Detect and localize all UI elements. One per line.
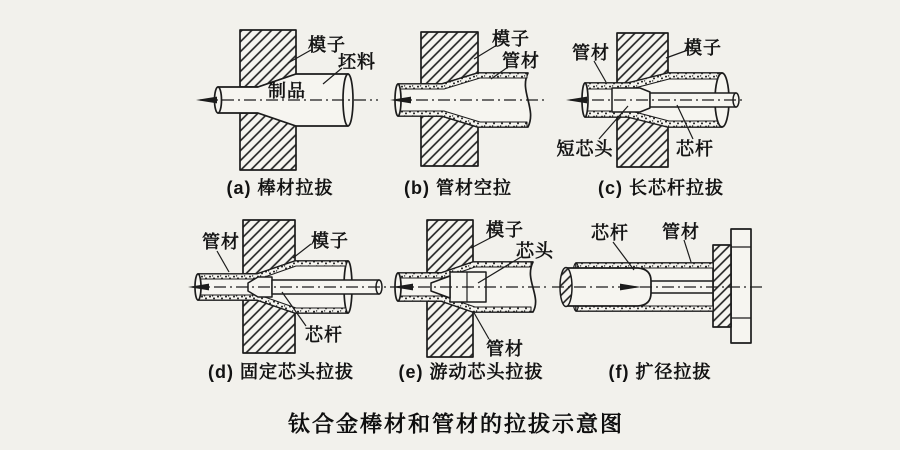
label-billet-a: 坯料 [338, 52, 376, 72]
subfigure-c-caption: (c) 长芯杆拉拔 [598, 178, 724, 198]
subfigure-f-art [552, 229, 764, 343]
label-short-plug-c: 短芯头 [556, 139, 614, 159]
label-product-a: 制品 [268, 81, 306, 101]
label-plug-e: 芯头 [516, 241, 554, 261]
label-mandrel-f: 芯杆 [591, 223, 629, 243]
label-tube-c: 管材 [572, 43, 610, 63]
label-die-a: 模子 [308, 35, 346, 55]
subfigure-d-caption: (d) 固定芯头拉拔 [208, 362, 354, 382]
draw-direction-arrow [196, 97, 217, 104]
figure-title: 钛合金棒材和管材的拉拔示意图 [287, 411, 625, 437]
label-tube-e: 管材 [486, 339, 524, 359]
label-mandrel-d: 芯杆 [305, 325, 343, 345]
backing-plate [731, 229, 751, 343]
subfigure-a-caption: (a) 棒材拉拔 [226, 178, 334, 198]
label-die-c: 模子 [684, 38, 722, 58]
label-die-e: 模子 [486, 220, 524, 240]
draw-direction-arrow [566, 97, 587, 104]
subfigure-f-caption: (f) 扩径拉拔 [608, 362, 712, 382]
subfigure-e-caption: (e) 游动芯头拉拔 [398, 362, 544, 382]
label-tube-d: 管材 [202, 232, 240, 252]
label-tube-f: 管材 [662, 222, 700, 242]
label-mandrel-c: 芯杆 [676, 139, 714, 159]
leader-line [217, 251, 229, 272]
support-plate-hatched [713, 245, 731, 327]
label-die-b: 模子 [492, 29, 530, 49]
subfigure-b-caption: (b) 管材空拉 [404, 178, 512, 198]
label-die-d: 模子 [311, 231, 349, 251]
label-tube-b: 管材 [502, 51, 540, 71]
